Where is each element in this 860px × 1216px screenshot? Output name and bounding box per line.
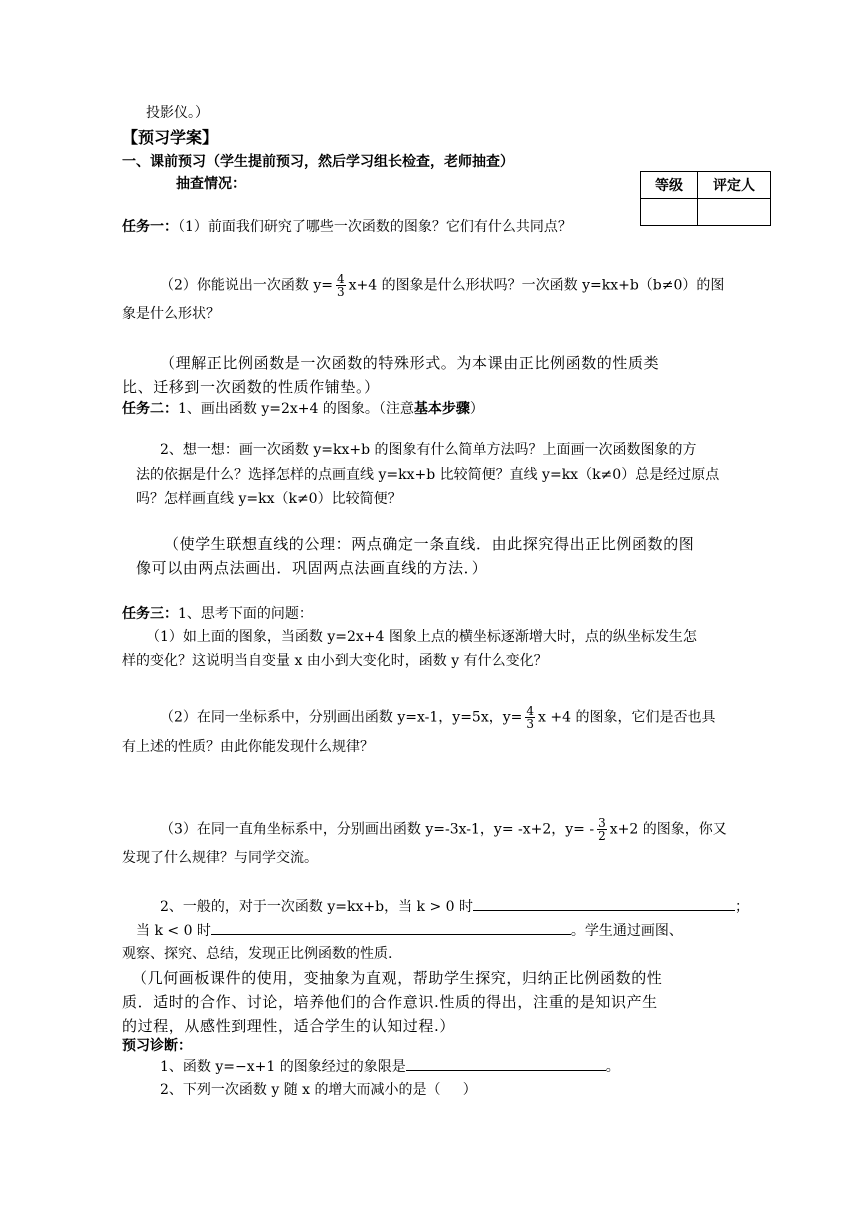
task1-note-line1: （理解正比例函数是一次函数的特殊形式。为本课由正比例函数的性质类 — [160, 354, 660, 372]
task3-q3 — [160, 817, 727, 842]
evaluator-cell[interactable] — [698, 199, 771, 226]
task2-p2-line3: 吗？怎样画直线 y=kx（k≠0）比较简便？ — [136, 491, 402, 507]
fraction-denominator: 2 — [598, 829, 606, 843]
grade-header: 等级 — [641, 172, 698, 199]
task2-line1-end: ） — [469, 401, 484, 417]
task2-p2-line1: 2、想一想：画一次函数 y=kx+b 的图象有什么简单方法吗？上面画一次函数图象的方 — [160, 442, 697, 458]
task3-line1 — [122, 604, 313, 624]
general-line3: 观察、探究、总结，发现正比例函数的性质. — [122, 946, 393, 962]
task1-q1 — [122, 217, 572, 237]
task3-note-line3: 的过程，从感性到理性，适合学生的认知过程.） — [122, 1017, 455, 1035]
task2-line1-text: 1、画出函数 y=2x+4 的图象。（注意 — [178, 401, 414, 417]
task3-q3-post: x+2 的图象，你又 — [609, 821, 727, 838]
section-title: 【预习学案】 — [122, 128, 219, 147]
task2-line1-bold: 基本步骤 — [413, 401, 470, 417]
task2-line1 — [122, 399, 484, 419]
task2-note-line1: （使学生联想直线的公理：两点确定一条直线．由此探究得出正比例函数的图 — [164, 535, 695, 553]
fraction-denominator: 3 — [337, 285, 345, 299]
task1-note-line2: 比、迁移到一次函数的性质作铺垫。） — [122, 378, 380, 396]
task3-line1-text: 1、思考下面的问题： — [178, 606, 313, 622]
task3-q2-post: x +4 的图象，它们是否也具 — [538, 709, 716, 726]
task3-note-line1: （几何画板课件的使用，变抽象为直观，帮助学生探究，归纳正比例函数的性 — [132, 969, 663, 987]
task2-note-line2: 像可以由两点法画出．巩固两点法画直线的方法．） — [136, 559, 488, 577]
task3-q1-line2: 样的变化？这说明当自变量 x 由小到大变化时，函数 y 有什么变化？ — [122, 653, 548, 669]
diagnosis-q1-end: 。 — [605, 1059, 620, 1075]
general-line1-end: ； — [735, 899, 749, 915]
header-continuation: 投影仪。） — [146, 105, 209, 121]
fraction-numerator: 4 — [526, 704, 535, 718]
general-line1-pre: 2、一般的，对于一次函数 y=kx+b，当 k > 0 时 — [160, 899, 473, 915]
general-line2-end: 。学生通过画图、 — [570, 923, 683, 939]
task1-q2 — [160, 273, 724, 298]
task3-q1-line1: （1）如上面的图象，当函数 y=2x+4 图象上点的横坐标逐渐增大时，点的纵坐标发生怎 — [146, 629, 697, 645]
answer-blank-k-negative[interactable] — [211, 920, 571, 935]
evaluator-header: 评定人 — [698, 172, 771, 199]
fraction — [336, 273, 346, 298]
task3-note-line2: 质．适时的合作、讨论，培养他们的合作意识.性质的得出，注重的是知识产生 — [122, 993, 658, 1011]
task1-q2-post: x+4 的图象是什么形状吗？一次函数 y=kx+b（b≠0）的图 — [348, 277, 725, 294]
diagnosis-q1-pre: 1、函数 y=−x+1 的图象经过的象限是 — [160, 1059, 406, 1075]
task1-label: 任务一： — [122, 219, 178, 235]
task3-q3-pre: （3）在同一直角坐标系中，分别画出函数 y=-3x-1，y= -x+2，y= - — [160, 821, 595, 838]
general-line2-pre: 当 k < 0 时 — [136, 923, 211, 939]
diagnosis-q1 — [160, 1056, 620, 1077]
task2-label: 任务二： — [122, 401, 178, 417]
task3-q3-line2: 发现了什么规律？与同学交流。 — [122, 850, 318, 866]
fraction-numerator: 3 — [598, 816, 606, 830]
answer-blank-k-positive[interactable] — [473, 896, 735, 911]
task1-q2-pre: （2）你能说出一次函数 y= — [160, 277, 333, 294]
part1-title: 一、课前预习（学生提前预习，然后学习组长检查，老师抽查） — [122, 154, 514, 170]
task1-q1-text: （1）前面我们研究了哪些一次函数的图象？它们有什么共同点？ — [178, 219, 572, 235]
answer-blank-quadrants[interactable] — [406, 1056, 606, 1071]
grade-cell[interactable] — [641, 199, 698, 226]
task3-q2-line2: 有上述的性质？由此你能发现什么规律？ — [122, 739, 374, 755]
fraction — [525, 705, 535, 730]
task1-q2-line2: 象是什么形状？ — [122, 306, 220, 322]
check-label: 抽查情况： — [176, 176, 246, 192]
fraction-numerator: 4 — [337, 272, 345, 286]
task3-q2-pre: （2）在同一坐标系中，分别画出函数 y=x-1，y=5x，y= — [160, 709, 523, 726]
task2-p2-line2: 法的依据是什么？选择怎样的点画直线 y=kx+b 比较简便？直线 y=kx（k≠0）总是经过原点 — [136, 467, 720, 483]
fraction-denominator: 3 — [526, 717, 535, 731]
general-line2 — [136, 920, 683, 941]
general-line1 — [160, 896, 749, 917]
task3-q2 — [160, 705, 715, 730]
fraction — [597, 817, 607, 842]
diagnosis-title: 预习诊断： — [122, 1038, 192, 1054]
task3-label: 任务三： — [122, 606, 178, 622]
diagnosis-q2: 2、下列一次函数 y 随 x 的增大而减小的是（ ） — [160, 1082, 477, 1098]
grade-table — [640, 171, 771, 226]
